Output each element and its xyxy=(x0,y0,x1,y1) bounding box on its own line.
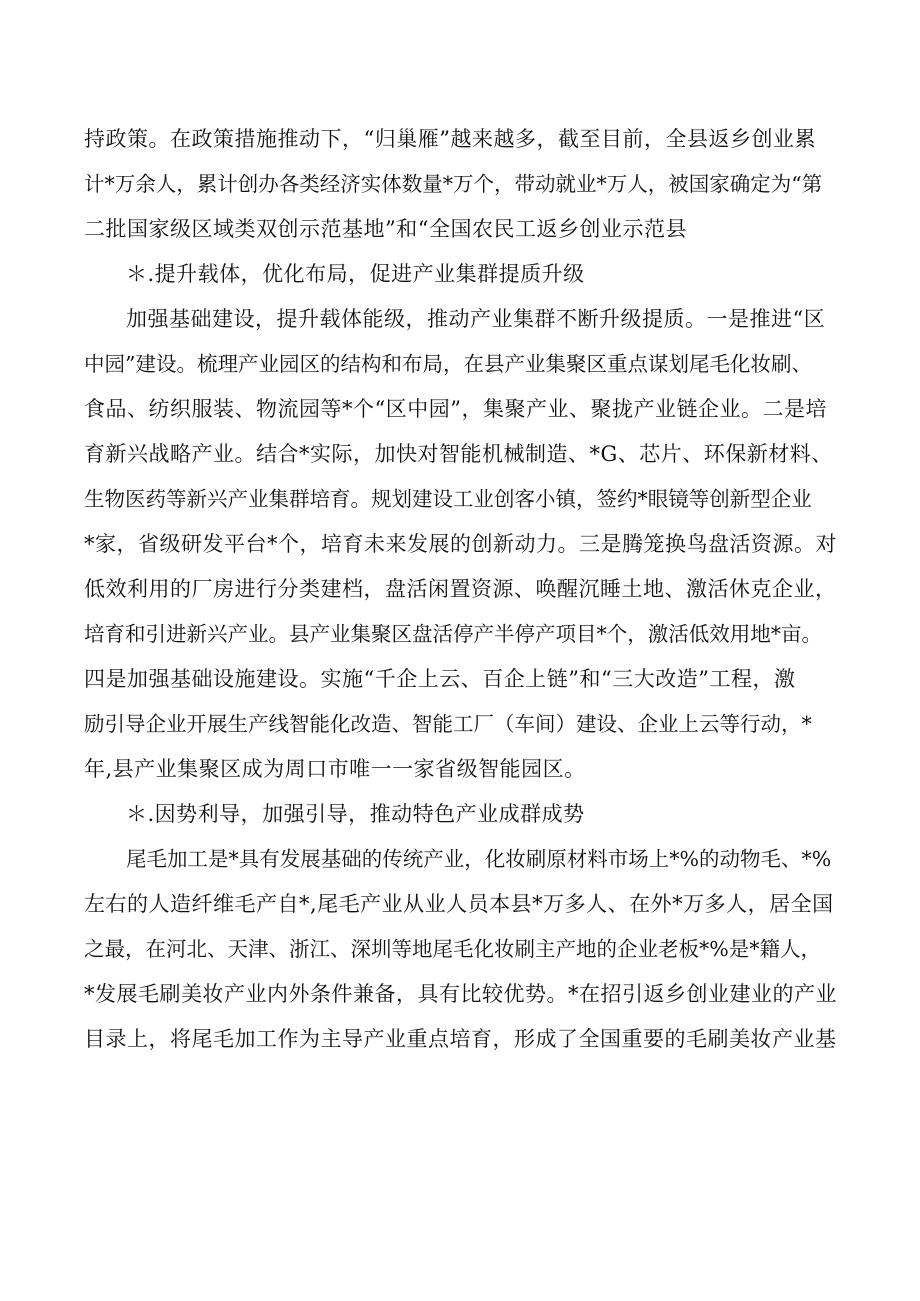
section-heading: ＊.因势利导，加强引导，推动特色产业成群成势 xyxy=(126,802,585,826)
text-line: 尾毛加工是*具有发展基础的传统产业，化妆刷原材料市场上*%的动物毛、*% xyxy=(126,847,832,871)
text-line: 育新兴战略产业。结合*实际，加快对智能机械制造、*G、芯片、环保新材料、 xyxy=(84,442,833,466)
paragraph-infrastructure xyxy=(84,300,844,788)
paragraph-brush-industry xyxy=(84,840,844,1058)
text-line: 左右的人造纤维毛产自*,尾毛产业从业人员本县*万多人、在外*万多人，居全国 xyxy=(84,892,834,916)
text-line: 持政策。在政策措施推动下，“归巢雁”越来越多，截至目前，全县返乡创业累 xyxy=(84,127,816,151)
text-line: 励引导企业开展生产线智能化改造、智能工厂（车间）建设、企业上云等行动，* xyxy=(84,712,812,736)
text-line: 加强基础建设，提升载体能级，推动产业集群不断升级提质。一是推进“区 xyxy=(126,307,826,331)
text-line: *发展毛刷美妆产业内外条件兼备，具有比较优势。*在招引返乡创业建业的产业 xyxy=(84,982,837,1006)
text-line: 食品、纺织服装、物流园等*个“区中园”，集聚产业、聚拢产业链企业。二是培 xyxy=(84,397,827,421)
paragraph-returnee-entrepreneurship xyxy=(84,120,844,248)
text-line: 培育和引进新兴产业。县产业集聚区盘活停产半停产项目*个，激活低效用地*亩。 xyxy=(84,622,822,646)
text-line: 中园”建设。梳理产业园区的结构和布局，在县产业集聚区重点谋划尾毛化妆刷、 xyxy=(84,352,812,376)
section-heading-carrier-upgrade xyxy=(84,255,844,293)
section-heading: ＊.提升载体，优化布局，促进产业集群提质升级 xyxy=(126,262,585,286)
document-body xyxy=(84,120,844,1058)
text-line: 四是加强基础设施建设。实施“千企上云、百企上链”和“三大改造”工程，激 xyxy=(84,667,796,691)
text-line: 二批国家级区域类双创示范基地”和“全国农民工返乡创业示范县 xyxy=(84,217,687,241)
text-line: 之最，在河北、天津、浙江、深圳等地尾毛化妆刷主产地的企业老板*%是*籍人， xyxy=(84,937,821,961)
text-line: 目录上，将尾毛加工作为主导产业重点培育，形成了全国重要的毛刷美妆产业基 xyxy=(84,1027,837,1051)
text-line: 年,县产业集聚区成为周口市唯一一家省级智能园区。 xyxy=(84,757,586,781)
text-line: *家，省级研发平台*个，培育未来发展的创新动力。三是腾笼换鸟盘活资源。对 xyxy=(84,532,837,556)
text-line: 生物医药等新兴产业集群培育。规划建设工业创客小镇，签约*眼镜等创新型企业 xyxy=(84,487,812,511)
section-heading-characteristic-industry xyxy=(84,795,844,833)
text-line: 低效利用的厂房进行分类建档，盘活闲置资源、唤醒沉睡土地、激活休克企业， xyxy=(84,577,837,601)
text-line: 计*万余人，累计创办各类经济实体数量*万个，带动就业*万人，被国家确定为“第 xyxy=(84,172,823,196)
